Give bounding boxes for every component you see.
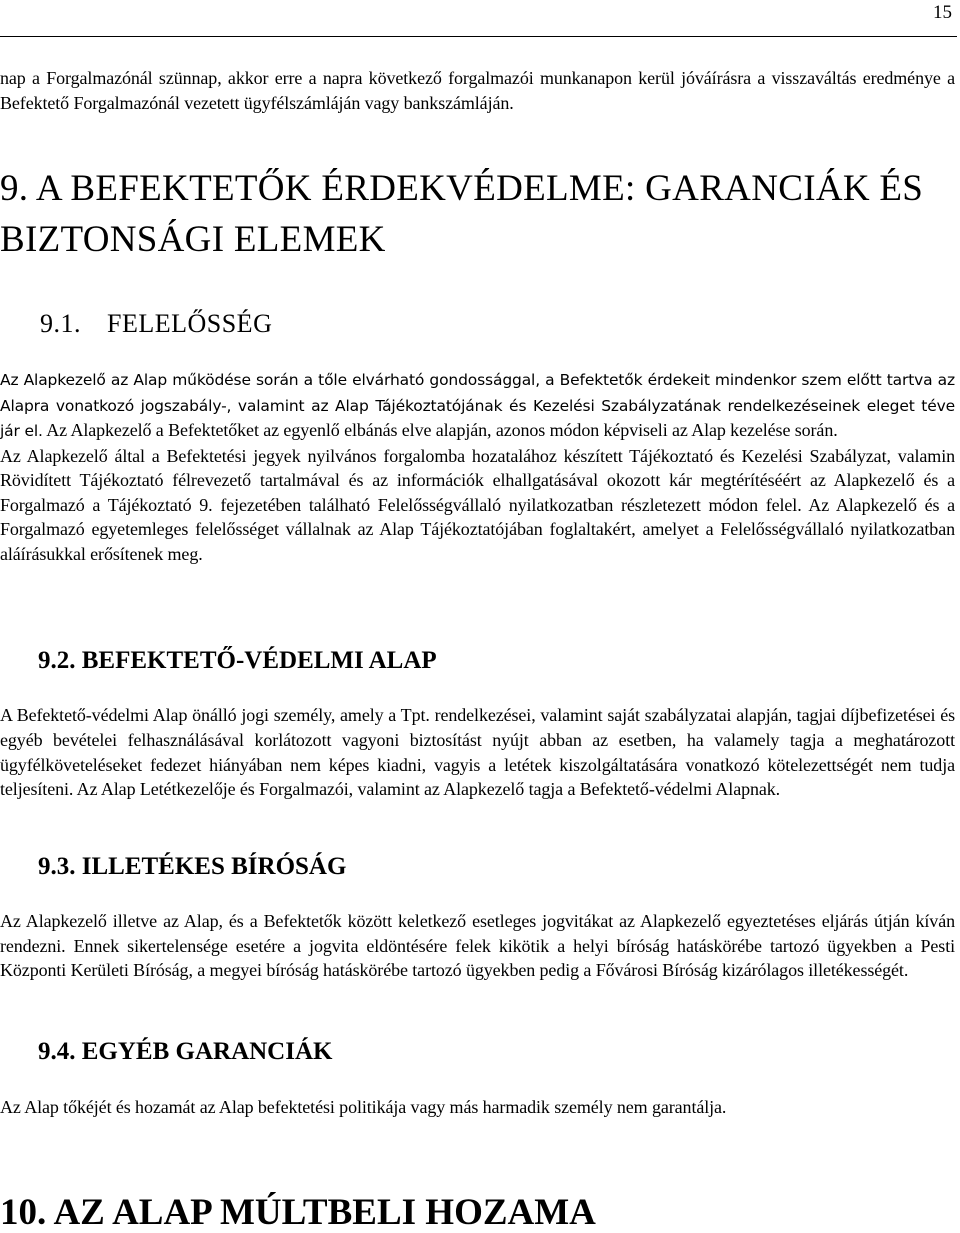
chapter-9-title-line-2: BIZTONSÁGI ELEMEK bbox=[0, 219, 386, 260]
intro-block bbox=[0, 66, 955, 115]
page-number: 15 bbox=[933, 2, 952, 23]
section-9-1-sans-text: Az Alapkezelő az Alap működése során a tőle elvárható gondossággal, a Befektetők érdekeit mindenkor szem előtt tartva az Alapra vonatkozó jogszabály-, valamint az Alap Tájékoztatójának és Kezelési Szabályzatának rendelkezéseinek eleget téve jár el. bbox=[0, 371, 955, 440]
section-9-3-body bbox=[0, 909, 955, 983]
chapter-9-heading bbox=[0, 163, 923, 265]
section-9-1-title: FELELŐSSÉG bbox=[107, 309, 273, 338]
section-9-1-serif-text-1: Az Alapkezelő a Befektetőket az egyenlő elbánás elve alapján, azonos módon képviseli az Alap kezelése során. bbox=[46, 420, 838, 440]
chapter-10-heading: 10. AZ ALAP MÚLTBELI HOZAMA bbox=[0, 1192, 596, 1233]
section-9-4-body bbox=[0, 1095, 955, 1120]
section-9-2-paragraph: A Befektető-védelmi Alap önálló jogi személy, amely a Tpt. rendelkezései, valamint saját szabályzatai alapján, tagjai díjbefizetései és egyéb bevételei felhasználásával korlátozott vagyoni biztosítást nyújt abban az esetben, ha valamely tagja a meghatározott ügyfélköveteléseket fedezet hiányában nem képes kiadni, vagyis a letétek kiszolgáltatására vonatkozó kötelezettségét nem tudja teljesíteni. Az Alap Letétkezelője és Forgalmazói, valamint az Alapkezelő tagja a Befektető-védelmi Alapnak. bbox=[0, 705, 955, 800]
section-9-4-paragraph: Az Alap tőkéjét és hozamát az Alap befektetési politikája vagy más harmadik személy nem garantálja. bbox=[0, 1097, 727, 1117]
section-9-1-number: 9.1. bbox=[40, 309, 81, 338]
chapter-9-title-line-1: 9. A BEFEKTETŐK ÉRDEKVÉDELME: GARANCIÁK ÉS bbox=[0, 168, 924, 209]
section-9-1-paragraph-1 bbox=[0, 367, 955, 444]
section-9-3-heading: 9.3. ILLETÉKES BÍRÓSÁG bbox=[38, 853, 347, 880]
section-9-1-heading bbox=[40, 309, 272, 339]
section-9-1-paragraph-2: Az Alapkezelő által a Befektetési jegyek nyilvános forgalomba hozatalához készített Tájékoztató és Kezelési Szabályzat, valamin Rövidített Tájékoztató félrevezető tartalmával és az információk elhallgatásával okozott kár megtérítéséért az Alapkezelő és a Forgalmazó a Tájékoztató 9. fejezetében található Felelősségvállaló nyilatkozatban részletezett módon felel. Az Alapkezelő és a Forgalmazó egyetemleges felelősséget vállalnak az Alap Tájékoztatójában foglaltakért, amelyet a Felelősségvállaló nyilatkozatban aláírásukkal erősítenek meg. bbox=[0, 445, 955, 564]
intro-paragraph: nap a Forgalmazónál szünnap, akkor erre a napra következő forgalmazói munkanapon kerül jóváírásra a visszaváltás eredménye a Befektető Forgalmazónál vezetett ügyfélszámláján vagy bankszámláján. bbox=[0, 68, 955, 113]
section-9-4-heading: 9.4. EGYÉB GARANCIÁK bbox=[38, 1038, 333, 1065]
section-9-2-heading: 9.2. BEFEKTETŐ-VÉDELMI ALAP bbox=[38, 647, 437, 674]
section-9-3-paragraph: Az Alapkezelő illetve az Alap, és a Befektetők között keletkező esetleges jogvitákat az Alapkezelő egyeztetéses eljárás útján kíván rendezni. Ennek sikertelensége esetére a jogvita eldöntésére felek kikötik a helyi bíróság hatáskörébe tartozó ügyekben a Pesti Központi Kerületi Bíróság, a megyei bíróság hatáskörébe tartozó ügyekben pedig a Fővárosi Bíróság kizárólagos illetékességét. bbox=[0, 911, 955, 980]
section-9-1-body bbox=[0, 367, 955, 566]
header-rule bbox=[0, 36, 957, 37]
section-9-2-body bbox=[0, 703, 955, 802]
